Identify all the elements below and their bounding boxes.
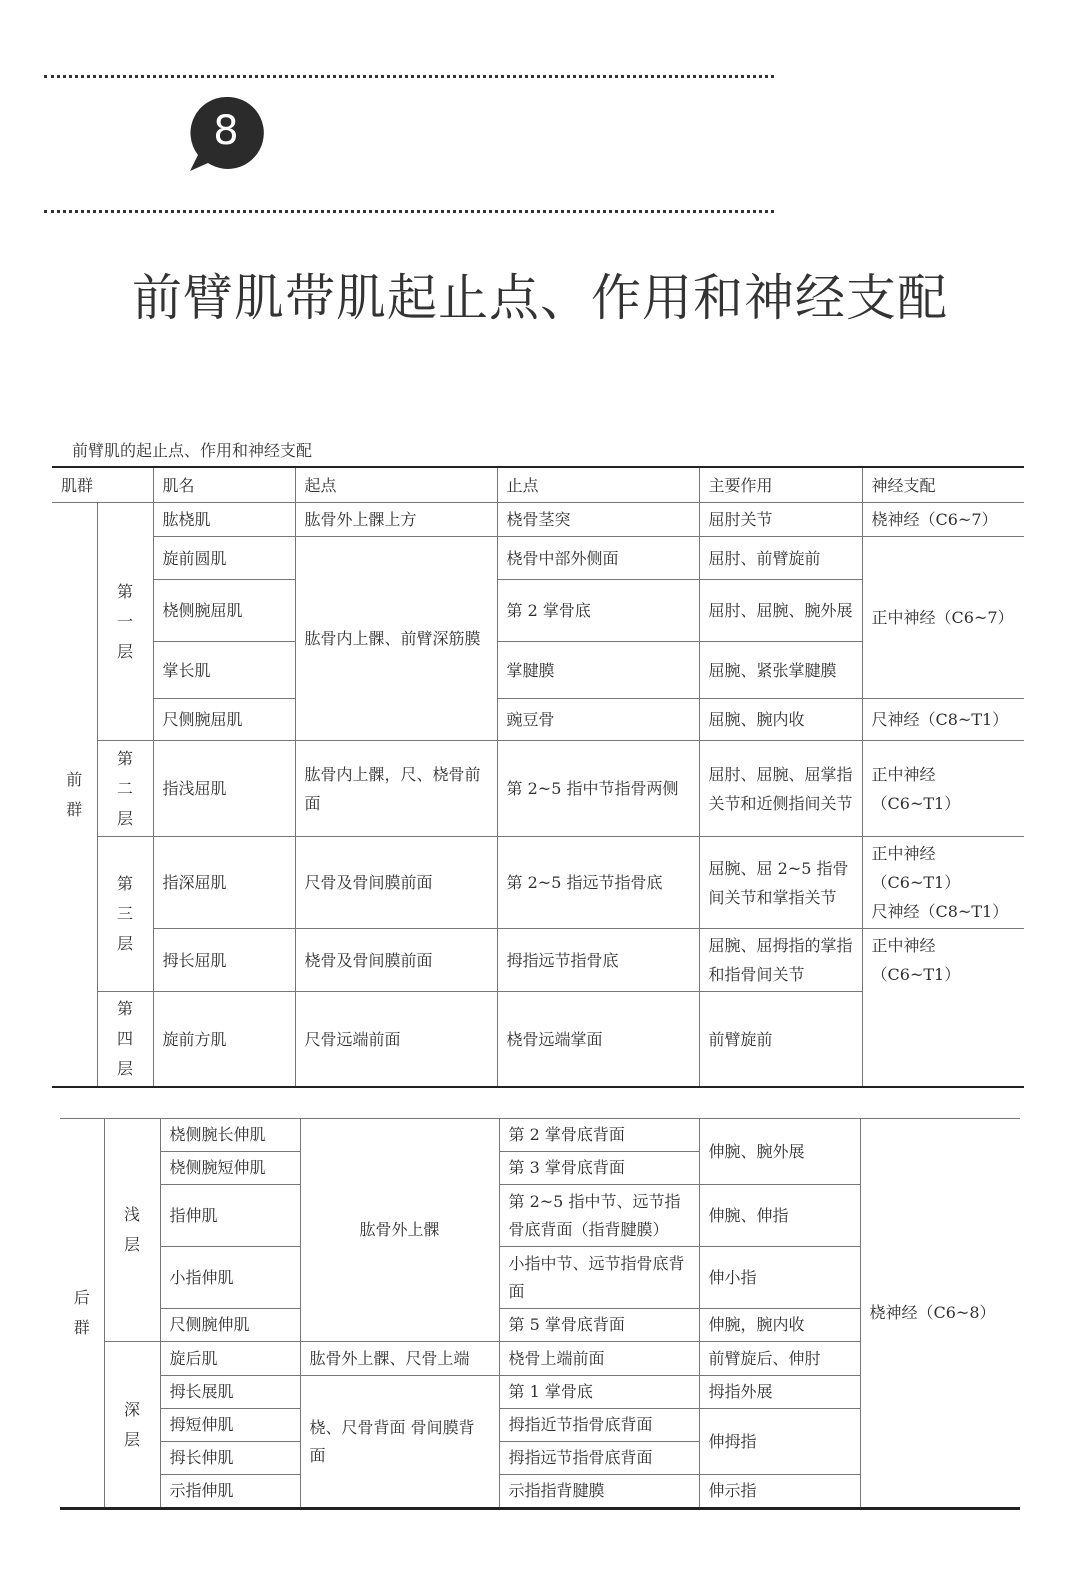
table-row <box>60 1119 1020 1152</box>
insertion-cell: 示指指背腱膜 <box>499 1475 699 1509</box>
layer-cell: 深层 <box>104 1342 160 1509</box>
muscle-name: 肱桡肌 <box>153 503 295 537</box>
table-row <box>52 503 1024 537</box>
insertion-cell: 桡骨茎突 <box>497 503 699 537</box>
action-cell: 伸腕、伸指 <box>699 1185 860 1247</box>
insertion-cell: 第 2 掌骨底 <box>497 580 699 642</box>
nerve-cell: 正中神经（C6~7） <box>862 537 1024 699</box>
nerve-cell: 尺神经（C8~T1） <box>862 699 1024 741</box>
muscle-name: 桡侧腕屈肌 <box>153 580 295 642</box>
header-group: 肌群 <box>52 467 153 503</box>
muscle-name: 指浅屈肌 <box>153 741 295 837</box>
origin-cell: 肱骨外上髁上方 <box>295 503 497 537</box>
origin-cell: 尺骨及骨间膜前面 <box>295 837 497 929</box>
group-cell: 后群 <box>60 1119 104 1509</box>
header-muscle: 肌名 <box>153 467 295 503</box>
origin-cell: 桡骨及骨间膜前面 <box>295 929 497 992</box>
origin-cell: 肱骨内上髁，尺、桡骨前面 <box>295 741 497 837</box>
page-title: 前臂肌带肌起止点、作用和神经支配 <box>132 269 948 327</box>
action-cell: 伸小指 <box>699 1247 860 1309</box>
origin-cell: 肱骨内上髁、前臂深筋膜 <box>295 537 497 741</box>
table-row <box>52 837 1024 929</box>
number-badge <box>188 95 264 171</box>
table-row <box>52 537 1024 580</box>
action-cell: 屈腕、屈拇指的掌指和指骨间关节 <box>699 929 862 992</box>
action-cell: 屈腕、紧张掌腱膜 <box>699 642 862 699</box>
muscle-name: 旋前圆肌 <box>153 537 295 580</box>
muscle-name: 尺侧腕屈肌 <box>153 699 295 741</box>
table-header-row <box>52 467 1024 503</box>
dotted-divider-bottom <box>44 210 774 213</box>
origin-cell: 尺骨远端前面 <box>295 992 497 1088</box>
muscle-name: 示指伸肌 <box>160 1475 300 1509</box>
header-origin: 起点 <box>295 467 497 503</box>
table-row <box>52 929 1024 992</box>
muscle-name: 小指伸肌 <box>160 1247 300 1309</box>
insertion-cell: 第 2~5 指远节指骨底 <box>497 837 699 929</box>
header-insertion: 止点 <box>497 467 699 503</box>
badge-number: 8 <box>213 108 239 154</box>
action-cell: 屈腕、腕内收 <box>699 699 862 741</box>
action-cell: 伸腕，腕内收 <box>699 1309 860 1342</box>
origin-cell: 肱骨外上髁、尺骨上端 <box>300 1342 499 1376</box>
action-cell: 屈肘、屈腕、腕外展 <box>699 580 862 642</box>
action-cell: 屈腕、屈 2~5 指骨间关节和掌指关节 <box>699 837 862 929</box>
muscle-name: 拇长屈肌 <box>153 929 295 992</box>
insertion-cell: 第 5 掌骨底背面 <box>499 1309 699 1342</box>
insertion-cell: 拇指近节指骨底背面 <box>499 1409 699 1442</box>
nerve-cell <box>862 837 1024 929</box>
origin-cell: 桡、尺骨背面 骨间膜背面 <box>300 1376 499 1509</box>
muscle-name: 掌长肌 <box>153 642 295 699</box>
action-cell: 伸示指 <box>699 1475 860 1509</box>
muscle-name: 指伸肌 <box>160 1185 300 1247</box>
muscle-name: 拇长展肌 <box>160 1376 300 1409</box>
muscle-name: 旋前方肌 <box>153 992 295 1088</box>
insertion-cell: 拇指远节指骨底 <box>497 929 699 992</box>
nerve-cell: 正中神经（C6~T1） <box>862 929 1024 1088</box>
insertion-cell: 桡骨上端前面 <box>499 1342 699 1376</box>
table-row <box>52 741 1024 837</box>
origin-cell: 肱骨外上髁 <box>300 1119 499 1342</box>
dotted-divider-top <box>44 75 774 78</box>
table-row <box>52 699 1024 741</box>
action-cell: 伸拇指 <box>699 1409 860 1475</box>
anterior-muscle-table <box>52 466 1024 1088</box>
muscle-name: 桡侧腕短伸肌 <box>160 1152 300 1185</box>
action-cell: 伸腕、腕外展 <box>699 1119 860 1185</box>
insertion-cell: 桡骨中部外侧面 <box>497 537 699 580</box>
header-nerve: 神经支配 <box>862 467 1024 503</box>
layer-cell: 第四层 <box>97 992 153 1088</box>
insertion-cell: 第 3 掌骨底背面 <box>499 1152 699 1185</box>
insertion-cell: 桡骨远端掌面 <box>497 992 699 1088</box>
posterior-muscle-table <box>60 1118 1020 1510</box>
action-cell: 前臂旋后、伸肘 <box>699 1342 860 1376</box>
action-cell: 屈肘、前臂旋前 <box>699 537 862 580</box>
insertion-cell: 掌腱膜 <box>497 642 699 699</box>
layer-cell: 第三层 <box>97 837 153 992</box>
nerve-cell: 桡神经（C6~8） <box>860 1119 1020 1509</box>
muscle-name: 旋后肌 <box>160 1342 300 1376</box>
insertion-cell: 第 2~5 指中节指骨两侧 <box>497 741 699 837</box>
header-action: 主要作用 <box>699 467 862 503</box>
nerve-ulnar: 尺神经（C8~T1） <box>871 902 1009 921</box>
insertion-cell: 第 1 掌骨底 <box>499 1376 699 1409</box>
nerve-median: 正中神经（C6~T1） <box>871 844 961 892</box>
muscle-name: 指深屈肌 <box>153 837 295 929</box>
insertion-cell: 豌豆骨 <box>497 699 699 741</box>
table-caption: 前臂肌的起止点、作用和神经支配 <box>72 441 313 460</box>
layer-cell: 浅层 <box>104 1119 160 1342</box>
muscle-name: 拇长伸肌 <box>160 1442 300 1475</box>
muscle-name: 尺侧腕伸肌 <box>160 1309 300 1342</box>
insertion-cell: 第 2~5 指中节、远节指骨底背面（指背腱膜） <box>499 1185 699 1247</box>
nerve-cell: 桡神经（C6~7） <box>862 503 1024 537</box>
muscle-name: 桡侧腕长伸肌 <box>160 1119 300 1152</box>
action-cell: 前臂旋前 <box>699 992 862 1088</box>
group-cell: 前群 <box>52 503 97 1088</box>
insertion-cell: 第 2 掌骨底背面 <box>499 1119 699 1152</box>
action-cell: 拇指外展 <box>699 1376 860 1409</box>
insertion-cell: 拇指远节指骨底背面 <box>499 1442 699 1475</box>
insertion-cell: 小指中节、远节指骨底背面 <box>499 1247 699 1309</box>
nerve-cell: 正中神经（C6~T1） <box>862 741 1024 837</box>
action-cell: 屈肘关节 <box>699 503 862 537</box>
action-cell: 屈肘、屈腕、屈掌指关节和近侧指间关节 <box>699 741 862 837</box>
layer-cell: 第二层 <box>97 741 153 837</box>
layer-cell: 第一层 <box>97 503 153 741</box>
muscle-name: 拇短伸肌 <box>160 1409 300 1442</box>
